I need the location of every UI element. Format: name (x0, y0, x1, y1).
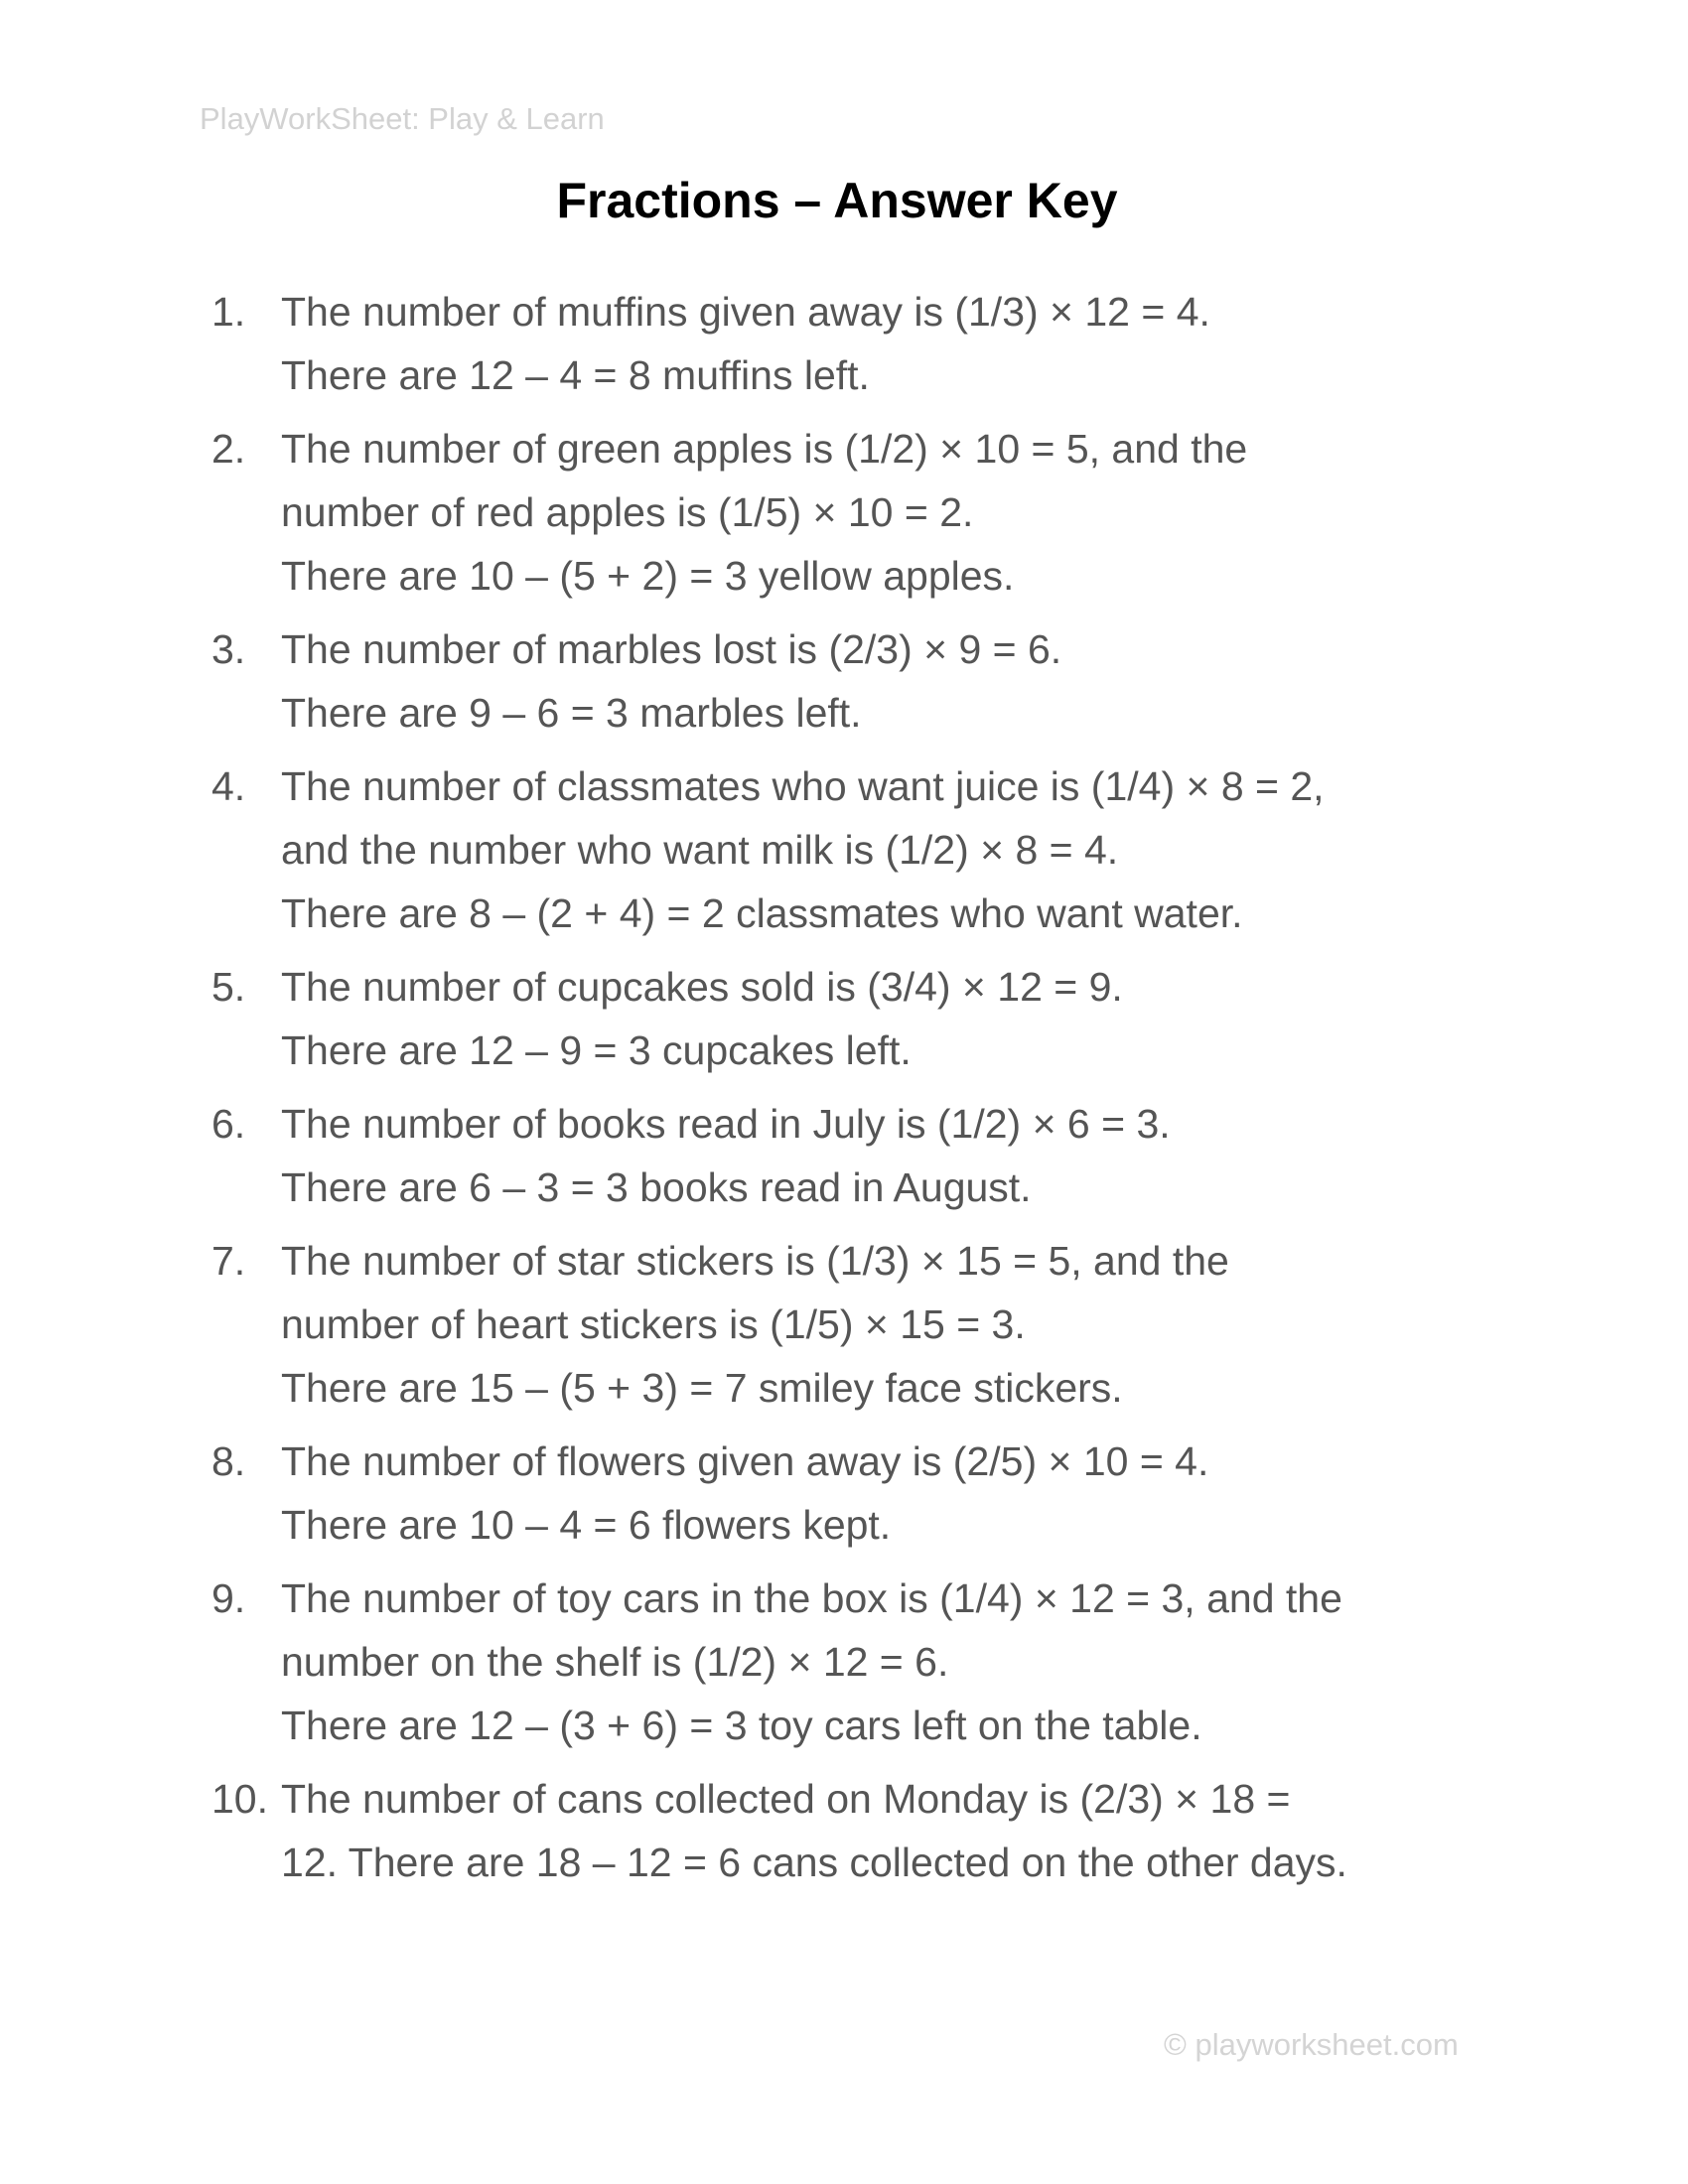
answer-number: 2. (211, 426, 246, 472)
answer-line: and the number who want milk is (1/2) × 8 = 4. (281, 827, 1119, 873)
answer-number: 9. (211, 1575, 246, 1621)
answer-item-9 (211, 1567, 1502, 1757)
answer-text (281, 1567, 1502, 1757)
answer-line: There are 12 – 9 = 3 cupcakes left. (281, 1027, 912, 1073)
answer-line: The number of cans collected on Monday is (2/3) × 18 = (281, 1776, 1291, 1822)
answer-item-1 (211, 280, 1502, 407)
answer-item-10 (211, 1767, 1502, 1894)
answer-number: 7. (211, 1238, 246, 1284)
answer-line: number of red apples is (1/5) × 10 = 2. (281, 489, 974, 535)
answer-line: number on the shelf is (1/2) × 12 = 6. (281, 1639, 949, 1685)
answer-number: 4. (211, 763, 246, 809)
answer-item-7 (211, 1229, 1502, 1420)
answer-line: 12. There are 18 – 12 = 6 cans collected on the other days. (281, 1840, 1347, 1885)
page-title: Fractions – Answer Key (556, 173, 1118, 228)
answer-line: The number of flowers given away is (2/5) × 10 = 4. (281, 1438, 1209, 1484)
answer-line: The number of toy cars in the box is (1/4) × 12 = 3, and the (281, 1575, 1342, 1621)
answer-number: 8. (211, 1438, 246, 1484)
answer-line: There are 12 – (3 + 6) = 3 toy cars left on the table. (281, 1703, 1202, 1748)
answer-item-6 (211, 1092, 1502, 1219)
answer-line: There are 6 – 3 = 3 books read in August. (281, 1164, 1032, 1210)
answer-text (281, 1430, 1502, 1557)
answer-number: 1. (211, 289, 246, 335)
answer-line: The number of marbles lost is (2/3) × 9 = 6. (281, 626, 1062, 672)
answer-item-5 (211, 955, 1502, 1082)
answer-line: There are 9 – 6 = 3 marbles left. (281, 690, 862, 736)
answer-line: There are 8 – (2 + 4) = 2 classmates who want water. (281, 890, 1243, 936)
answer-line: The number of green apples is (1/2) × 10 = 5, and the (281, 426, 1248, 472)
answer-number: 10. (211, 1776, 268, 1822)
answer-item-8 (211, 1430, 1502, 1557)
answer-line: The number of classmates who want juice is (1/4) × 8 = 2, (281, 763, 1325, 809)
answer-line: The number of cupcakes sold is (3/4) × 12 = 9. (281, 964, 1123, 1010)
answer-item-4 (211, 754, 1502, 945)
answer-text (281, 754, 1502, 945)
answer-number: 3. (211, 626, 246, 672)
answer-line: The number of star stickers is (1/3) × 15 = 5, and the (281, 1238, 1229, 1284)
answer-list (211, 280, 1502, 1904)
site-tagline: PlayWorkSheet: Play & Learn (200, 101, 605, 136)
answer-item-2 (211, 417, 1502, 608)
answer-number: 5. (211, 964, 246, 1010)
answer-line: There are 10 – 4 = 6 flowers kept. (281, 1502, 892, 1548)
answer-line: There are 15 – (5 + 3) = 7 smiley face stickers. (281, 1365, 1123, 1411)
answer-text (281, 1767, 1502, 1894)
answer-item-3 (211, 617, 1502, 745)
answer-text (281, 417, 1502, 608)
answer-text (281, 617, 1502, 745)
answer-text (281, 1229, 1502, 1420)
answer-number: 6. (211, 1101, 246, 1147)
answer-text (281, 280, 1502, 407)
answer-line: The number of books read in July is (1/2) × 6 = 3. (281, 1101, 1171, 1147)
answer-line: There are 12 – 4 = 8 muffins left. (281, 352, 870, 398)
answer-line: The number of muffins given away is (1/3) × 12 = 4. (281, 289, 1210, 335)
answer-line: number of heart stickers is (1/5) × 15 = 3. (281, 1301, 1026, 1347)
answer-line: There are 10 – (5 + 2) = 3 yellow apples. (281, 553, 1015, 599)
answer-text (281, 1092, 1502, 1219)
answer-text (281, 955, 1502, 1082)
copyright-footer: © playworksheet.com (1164, 2027, 1459, 2062)
